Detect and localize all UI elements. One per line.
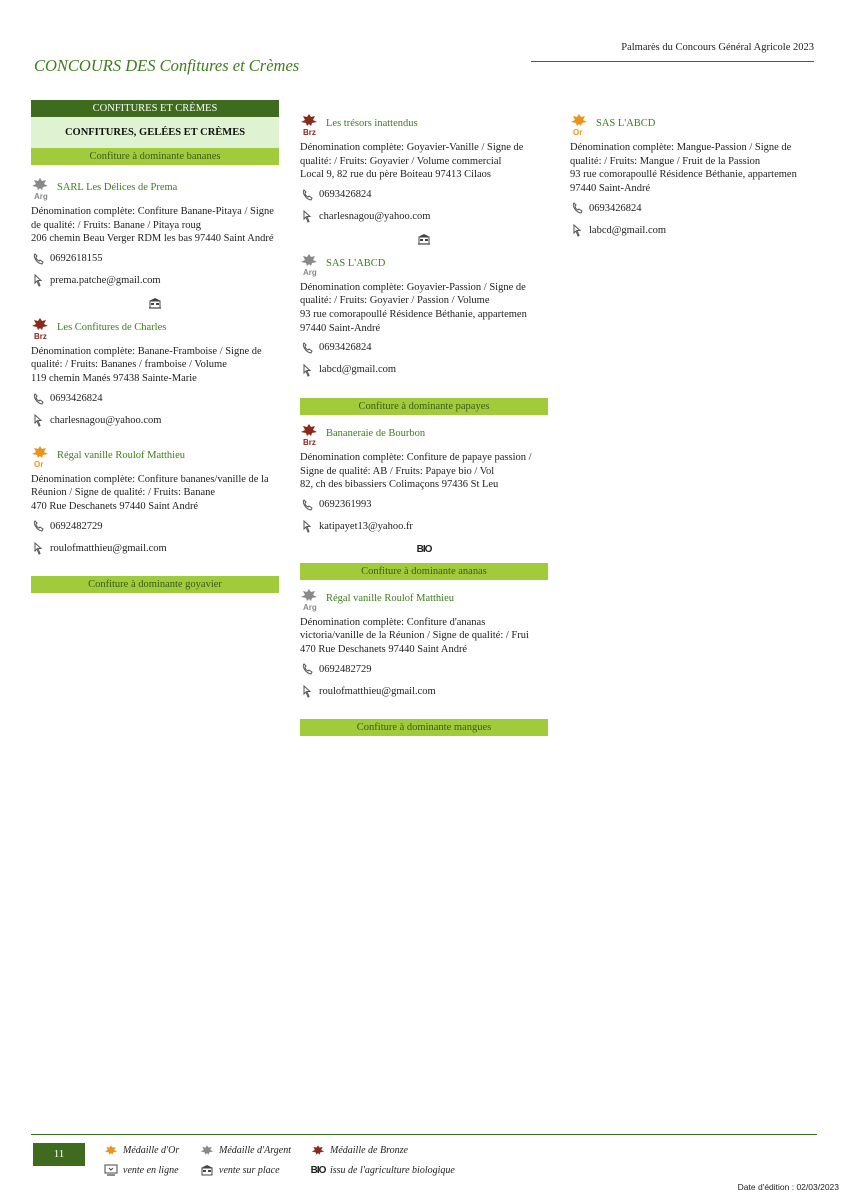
phone-row — [300, 661, 548, 677]
gold-medal-icon — [31, 445, 53, 469]
email-row — [31, 540, 279, 556]
computer-icon — [103, 1162, 119, 1178]
mouse-pointer-icon — [300, 363, 314, 377]
product-description: Dénomination complète: Confiture de papaye passion / Signe de qualité: AB / Fruits: Papaye bio / Vol — [300, 452, 532, 477]
edition-title: Palmarès du Concours Général Agricole 2023 — [621, 42, 814, 53]
medal-label: Or — [34, 459, 44, 469]
phone-number: 0693426824 — [319, 188, 372, 200]
phone-number: 0692361993 — [319, 499, 372, 511]
laureate-entry — [300, 113, 548, 225]
email-link[interactable]: roulofmatthieu@gmail.com — [319, 685, 436, 697]
product-description: Dénomination complète: Mangue-Passion / Signe de qualité: / Fruits: Mangue / Fruit de la Passion — [570, 142, 792, 167]
bronze-medal-icon — [31, 317, 53, 341]
phone-icon — [570, 201, 584, 215]
bronze-medal-icon — [310, 1142, 326, 1158]
email-link[interactable]: charlesnagou@yahoo.com — [319, 210, 431, 222]
silver-medal-icon — [31, 177, 53, 201]
mouse-pointer-icon — [31, 541, 45, 555]
laureate-name: SAS L'ABCD — [326, 257, 386, 269]
laureate-entry — [31, 317, 279, 429]
laureate-name: Bananeraie de Bourbon — [326, 428, 426, 440]
shop-icon — [199, 1162, 215, 1178]
phone-icon — [300, 188, 314, 202]
edition-date: Date d'édition : 02/03/2023 — [737, 1182, 839, 1192]
contest-title: CONCOURS DES Confitures et Crèmes — [34, 56, 300, 75]
medal-label: Brz — [303, 128, 316, 137]
section-header-papayes: Confiture à dominante papayes — [300, 398, 548, 415]
phone-row — [300, 187, 548, 203]
legend-bio-label: issu de l'agriculture biologique — [330, 1164, 455, 1176]
page-number: 11 — [33, 1143, 85, 1166]
bronze-medal-icon — [300, 423, 322, 447]
bio-icon: BIO — [310, 1164, 326, 1176]
email-link[interactable]: roulofmatthieu@gmail.com — [50, 542, 167, 554]
phone-icon — [300, 341, 314, 355]
product-description: Dénomination complète: Confiture d'ananas victoria/vanille de la Réunion / Signe de qualité: / Frui — [300, 616, 529, 642]
legend-gold-label: Médaille d'Or — [123, 1144, 180, 1156]
email-row — [300, 362, 548, 378]
phone-row — [31, 518, 279, 534]
email-row — [300, 209, 548, 225]
product-description: Dénomination complète: Goyavier-Vanille / Signe de qualité: / Fruits: Goyavier / Volume commercial — [300, 142, 524, 167]
laureate-name: SARL Les Délices de Prema — [57, 182, 178, 193]
gold-medal-icon — [103, 1142, 119, 1158]
phone-number: 0692482729 — [50, 520, 103, 532]
column-2 — [300, 113, 548, 736]
address: 93 rue comorapoullé Résidence Béthanie, appartemen 97440 Saint-André — [300, 308, 527, 334]
product-description: Dénomination complète: Goyavier-Passion / Signe de qualité: / Fruits: Goyavier / Passion / Volume — [300, 281, 526, 307]
phone-row — [300, 340, 548, 356]
section-header-mangues: Confiture à dominante mangues — [300, 719, 548, 736]
laureate-name: Les Confitures de Charles — [57, 321, 167, 333]
email-row — [31, 413, 279, 429]
medal-label: Arg — [34, 192, 48, 201]
laureate-entry — [31, 445, 279, 557]
phone-icon — [300, 498, 314, 512]
email-link[interactable]: charlesnagou@yahoo.com — [50, 414, 162, 426]
address: 93 rue comorapoullé Résidence Béthanie, appartemen 97440 Saint-André — [570, 169, 797, 194]
bio-icon: BIO — [416, 543, 432, 555]
phone-icon — [300, 662, 314, 676]
phone-number: 0693426824 — [319, 342, 372, 354]
mouse-pointer-icon — [570, 223, 584, 237]
laureate-entry — [570, 113, 818, 238]
gold-medal-icon — [570, 113, 592, 137]
silver-medal-icon — [300, 253, 322, 277]
email-row — [300, 683, 548, 699]
email-row — [300, 519, 548, 535]
phone-number: 0693426824 — [50, 392, 103, 404]
legend-bronze-label: Médaille de Bronze — [330, 1144, 408, 1156]
laureate-name: SAS L'ABCD — [596, 118, 656, 129]
email-row — [570, 222, 818, 238]
shop-icon — [31, 297, 279, 309]
mouse-pointer-icon — [300, 684, 314, 698]
phone-number: 0692618155 — [50, 252, 103, 264]
email-row — [31, 273, 279, 289]
laureate-entry — [31, 177, 279, 289]
legend-online — [103, 1162, 179, 1178]
laureate-name: Régal vanille Roulof Matthieu — [57, 449, 186, 461]
medal-label: Or — [573, 128, 583, 137]
legend-onsite-label: vente sur place — [219, 1164, 280, 1176]
phone-row — [31, 251, 279, 267]
legend-bio — [310, 1162, 455, 1178]
category-bar: CONFITURES ET CRÈMES — [31, 100, 279, 117]
section-header-goyavier: Confiture à dominante goyavier — [31, 576, 279, 593]
phone-number: 0693426824 — [589, 202, 642, 214]
column-3 — [570, 113, 818, 238]
medal-label: Brz — [34, 331, 47, 341]
legend-gold — [103, 1142, 179, 1158]
phone-icon — [31, 392, 45, 406]
laureate-entry — [300, 253, 548, 378]
subcategory-bar: CONFITURES, GELÉES ET CRÈMES — [31, 117, 279, 148]
mouse-pointer-icon — [300, 520, 314, 534]
email-link[interactable]: prema.patche@gmail.com — [50, 274, 161, 286]
phone-icon — [31, 252, 45, 266]
medal-label: Brz — [303, 438, 316, 448]
address: 470 Rue Deschanets 97440 Saint André — [31, 500, 199, 512]
product-description: Dénomination complète: Banane-Framboise / Signe de qualité: / Fruits: Bananes / framboise / Volume — [31, 345, 262, 371]
section-header-ananas: Confiture à dominante ananas — [300, 563, 548, 580]
legend-silver — [199, 1142, 291, 1158]
medal-label: Arg — [303, 602, 317, 612]
header-rule — [531, 61, 814, 62]
phone-icon — [31, 519, 45, 533]
mouse-pointer-icon — [31, 274, 45, 288]
laureate-entry — [300, 588, 548, 700]
phone-row — [31, 391, 279, 407]
mouse-pointer-icon — [31, 414, 45, 428]
email-link[interactable]: labcd@gmail.com — [589, 224, 667, 236]
legend-onsite — [199, 1162, 280, 1178]
product-description: Dénomination complète: Confiture bananes/vanille de la Réunion / Signe de qualité: / Fruits: Banane — [31, 473, 269, 499]
address: 82, ch des bibassiers Colimaçons 97436 St Leu — [300, 479, 499, 491]
address: 470 Rue Deschanets 97440 Saint André — [300, 643, 468, 655]
address: 119 chemin Manés 97438 Sainte-Marie — [31, 372, 197, 384]
footer-rule — [31, 1134, 817, 1135]
email-link[interactable]: katipayet13@yahoo.fr — [319, 521, 413, 533]
address: Local 9, 82 rue du père Boiteau 97413 Cilaos — [300, 169, 491, 181]
silver-medal-icon — [300, 588, 322, 612]
phone-row — [300, 497, 548, 513]
mouse-pointer-icon — [300, 210, 314, 224]
legend-bronze — [310, 1142, 408, 1158]
silver-medal-icon — [199, 1142, 215, 1158]
product-description: Dénomination complète: Confiture Banane-Pitaya / Signe de qualité: / Fruits: Banane / Pitaya roug — [31, 206, 274, 231]
section-header-bananes: Confiture à dominante bananes — [31, 148, 279, 165]
email-link[interactable]: labcd@gmail.com — [319, 364, 397, 376]
shop-icon — [300, 233, 548, 245]
laureate-entry — [300, 423, 548, 535]
medal-label: Arg — [303, 267, 317, 277]
phone-number: 0692482729 — [319, 663, 372, 675]
address: 206 chemin Beau Verger RDM les bas 97440 Saint André — [31, 233, 274, 245]
column-1 — [31, 100, 279, 593]
legend-silver-label: Médaille d'Argent — [219, 1144, 292, 1156]
bronze-medal-icon — [300, 113, 322, 137]
laureate-name: Régal vanille Roulof Matthieu — [326, 592, 455, 604]
legend-online-label: vente en ligne — [123, 1164, 179, 1176]
phone-row — [570, 200, 818, 216]
laureate-name: Les trésors inattendus — [326, 118, 418, 129]
